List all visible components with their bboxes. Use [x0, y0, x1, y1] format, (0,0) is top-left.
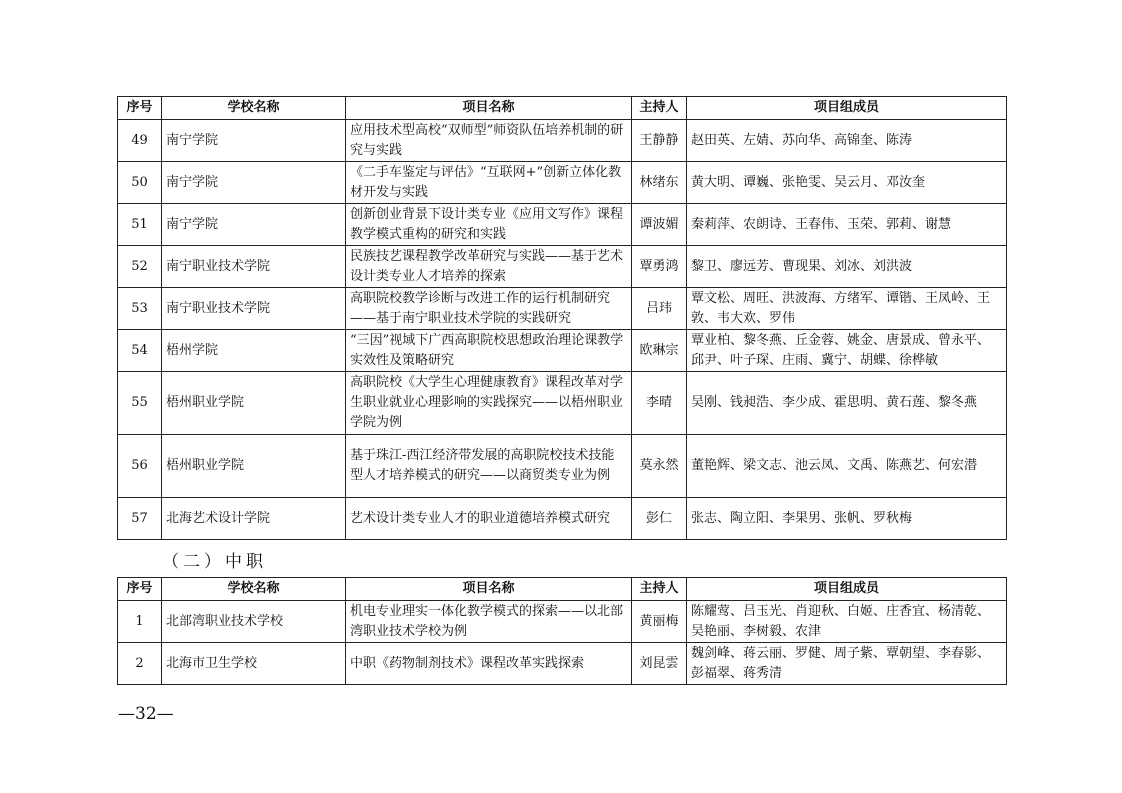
- cell-leader: 莫永然: [632, 435, 687, 498]
- cell-no: 57: [118, 498, 162, 540]
- cell-project: 高职院校《大学生心理健康教育》课程改革对学生职业就业心理影响的实践探究——以梧州职业学院为例: [346, 372, 632, 435]
- cell-leader: 刘昆雲: [632, 643, 687, 685]
- cell-school: 梧州职业学院: [162, 435, 346, 498]
- header-leader: 主持人: [632, 97, 687, 120]
- table-header-row: [118, 97, 1007, 120]
- cell-members: 董艳辉、梁文志、池云凤、文禹、陈燕艺、何宏潜: [687, 435, 1007, 498]
- cell-no: 51: [118, 204, 162, 246]
- cell-leader: 王静静: [632, 120, 687, 162]
- header-project: 项目名称: [346, 578, 632, 601]
- cell-project: 创新创业背景下设计类专业《应用文写作》课程教学模式重构的研究和实践: [346, 204, 632, 246]
- cell-school: 南宁学院: [162, 204, 346, 246]
- cell-members: 黎卫、廖远芳、曹现果、刘冰、刘洪波: [687, 246, 1007, 288]
- cell-no: 54: [118, 330, 162, 372]
- table-row: [118, 246, 1007, 288]
- header-members: 项目组成员: [687, 578, 1007, 601]
- cell-leader: 谭波媚: [632, 204, 687, 246]
- header-no: 序号: [118, 97, 162, 120]
- cell-leader: 吕玮: [632, 288, 687, 330]
- cell-leader: 覃勇鸿: [632, 246, 687, 288]
- cell-no: 53: [118, 288, 162, 330]
- table-row: [118, 120, 1007, 162]
- cell-members: 张志、陶立阳、李果男、张帆、罗秋梅: [687, 498, 1007, 540]
- cell-project: “三因”视域下广西高职院校思想政治理论课教学实效性及策略研究: [346, 330, 632, 372]
- cell-project: 中职《药物制剂技术》课程改革实践探索: [346, 643, 632, 685]
- cell-no: 55: [118, 372, 162, 435]
- cell-project: 基于珠江-西江经济带发展的高职院校技术技能型人才培养模式的研究——以商贸类专业为例: [346, 435, 632, 498]
- page-number: —32—: [118, 704, 174, 724]
- header-school: 学校名称: [162, 97, 346, 120]
- cell-no: 1: [118, 601, 162, 643]
- cell-school: 南宁学院: [162, 162, 346, 204]
- cell-no: 49: [118, 120, 162, 162]
- cell-members: 陈耀莺、吕玉光、肖迎秋、白姬、庄香宜、杨清乾、吴艳丽、李树毅、农津: [687, 601, 1007, 643]
- table-header-row: [118, 578, 1007, 601]
- header-leader: 主持人: [632, 578, 687, 601]
- cell-members: 秦莉萍、农朗诗、王春伟、玉荣、郭莉、谢慧: [687, 204, 1007, 246]
- cell-project: 机电专业理实一体化教学模式的探索——以北部湾职业技术学校为例: [346, 601, 632, 643]
- cell-school: 梧州学院: [162, 330, 346, 372]
- table-row: [118, 288, 1007, 330]
- header-school: 学校名称: [162, 578, 346, 601]
- cell-school: 梧州职业学院: [162, 372, 346, 435]
- cell-no: 52: [118, 246, 162, 288]
- table-row: [118, 601, 1007, 643]
- cell-members: 覃业柏、黎冬燕、丘金蓉、姚金、唐景成、曾永平、邱尹、叶子琛、庄雨、冀宁、胡蝶、徐桦敏: [687, 330, 1007, 372]
- cell-project: 应用技术型高校“双师型”师资队伍培养机制的研究与实践: [346, 120, 632, 162]
- cell-members: 覃文松、周旺、洪波海、方绪军、谭锴、王凤岭、王敦、韦大欢、罗伟: [687, 288, 1007, 330]
- cell-school: 南宁职业技术学院: [162, 246, 346, 288]
- cell-leader: 林绪东: [632, 162, 687, 204]
- table-row: [118, 498, 1007, 540]
- cell-school: 南宁职业技术学院: [162, 288, 346, 330]
- table-row: [118, 330, 1007, 372]
- section-heading: （二）中职: [162, 552, 267, 572]
- cell-school: 北海艺术设计学院: [162, 498, 346, 540]
- header-project: 项目名称: [346, 97, 632, 120]
- cell-project: 艺术设计类专业人才的职业道德培养模式研究: [346, 498, 632, 540]
- table-row: [118, 204, 1007, 246]
- table-row: [118, 643, 1007, 685]
- cell-leader: 彭仁: [632, 498, 687, 540]
- table-secondary-vocational: [117, 577, 1007, 685]
- cell-no: 50: [118, 162, 162, 204]
- table-higher-vocational: [117, 96, 1007, 540]
- cell-members: 黄大明、谭巍、张艳雯、吴云月、邓汝奎: [687, 162, 1007, 204]
- cell-school: 南宁学院: [162, 120, 346, 162]
- cell-members: 吴刚、钱昶浩、李少成、霍思明、黄石莲、黎冬燕: [687, 372, 1007, 435]
- cell-school: 北海市卫生学校: [162, 643, 346, 685]
- header-members: 项目组成员: [687, 97, 1007, 120]
- table-row: [118, 162, 1007, 204]
- cell-project: 民族技艺课程教学改革研究与实践——基于艺术设计类专业人才培养的探索: [346, 246, 632, 288]
- table-row: [118, 372, 1007, 435]
- header-no: 序号: [118, 578, 162, 601]
- cell-project: 高职院校教学诊断与改进工作的运行机制研究——基于南宁职业技术学院的实践研究: [346, 288, 632, 330]
- cell-leader: 欧琳宗: [632, 330, 687, 372]
- cell-project: 《二手车鉴定与评估》“互联网+”创新立体化教材开发与实践: [346, 162, 632, 204]
- cell-leader: 黄丽梅: [632, 601, 687, 643]
- cell-leader: 李晴: [632, 372, 687, 435]
- cell-school: 北部湾职业技术学校: [162, 601, 346, 643]
- cell-no: 56: [118, 435, 162, 498]
- cell-members: 魏剑峰、蒋云丽、罗健、周子紫、覃朝望、李春影、彭福翠、蒋秀清: [687, 643, 1007, 685]
- table-row: [118, 435, 1007, 498]
- cell-members: 赵田英、左婧、苏向华、高锦奎、陈涛: [687, 120, 1007, 162]
- cell-no: 2: [118, 643, 162, 685]
